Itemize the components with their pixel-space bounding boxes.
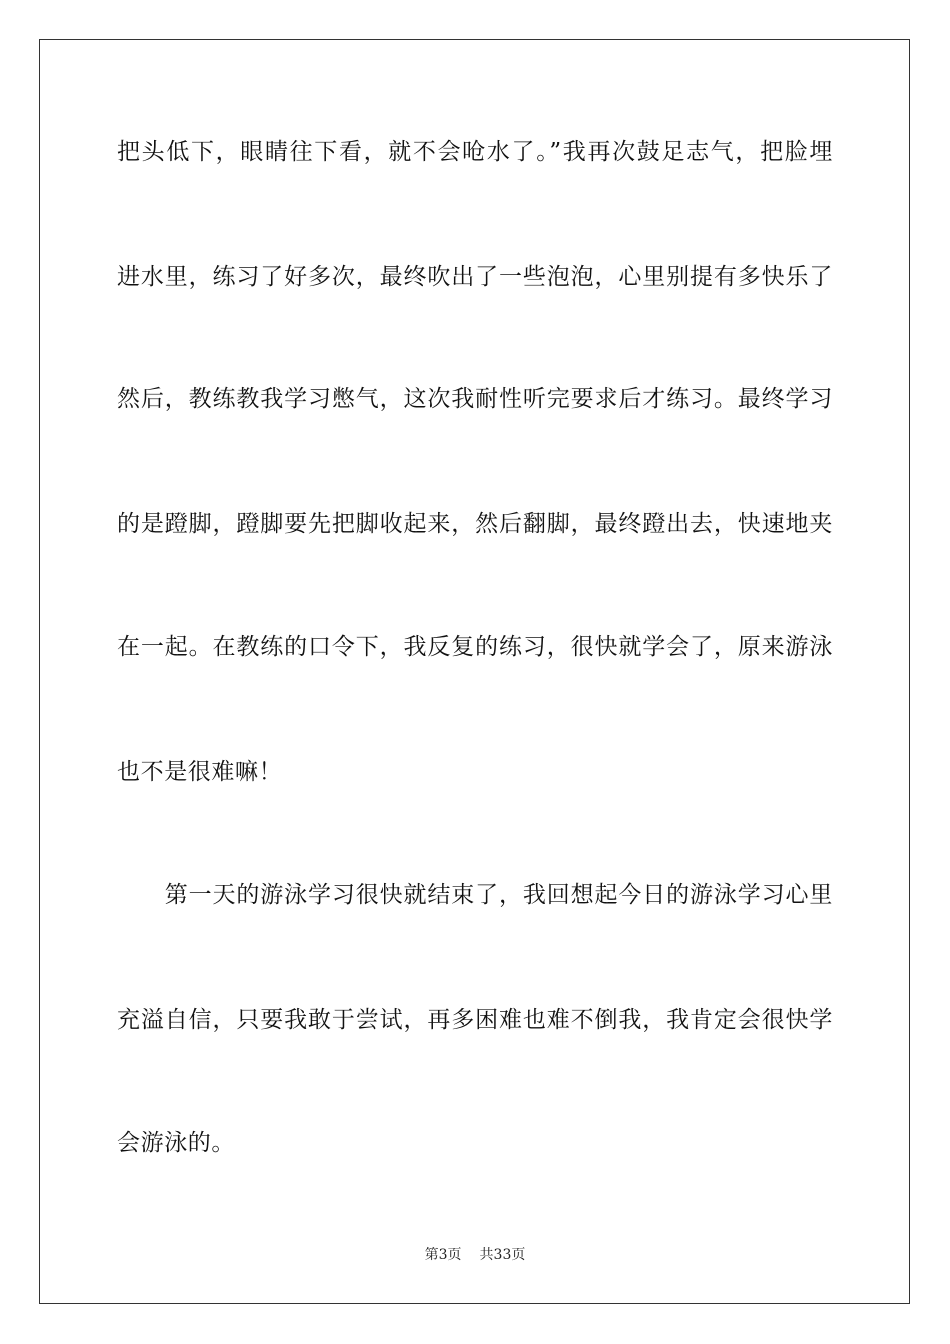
- page-number-total: 共33页: [479, 1247, 526, 1263]
- paragraph-line-7: 第一天的游泳学习很快就结束了，我回想起今日的游泳学习心里: [117, 882, 833, 908]
- paragraph-line-6: 也不是很难嘛！: [117, 759, 283, 785]
- page-frame: [39, 39, 910, 1304]
- paragraph-line-3: 然后，教练教我学习憋气，这次我耐性听完要求后才练习。最终学习: [117, 386, 833, 412]
- paragraph-line-8: 充溢自信，只要我敢于尝试，再多困难也难不倒我，我肯定会很快学: [117, 1007, 833, 1033]
- page-number-current: 第3页: [424, 1247, 462, 1263]
- page-footer: [0, 1246, 950, 1264]
- paragraph-line-2: 进水里，练习了好多次，最终吹出了一些泡泡，心里别提有多快乐了: [117, 264, 833, 290]
- paragraph-line-9: 会游泳的。: [117, 1130, 235, 1156]
- paragraph-line-5: 在一起。在教练的口令下，我反复的练习，很快就学会了，原来游泳: [117, 634, 833, 660]
- paragraph-line-1: 把头低下，眼睛往下看，就不会呛水了。”我再次鼓足志气，把脸埋: [117, 139, 833, 165]
- paragraph-line-4: 的是蹬脚，蹬脚要先把脚收起来，然后翻脚，最终蹬出去，快速地夹: [117, 511, 833, 537]
